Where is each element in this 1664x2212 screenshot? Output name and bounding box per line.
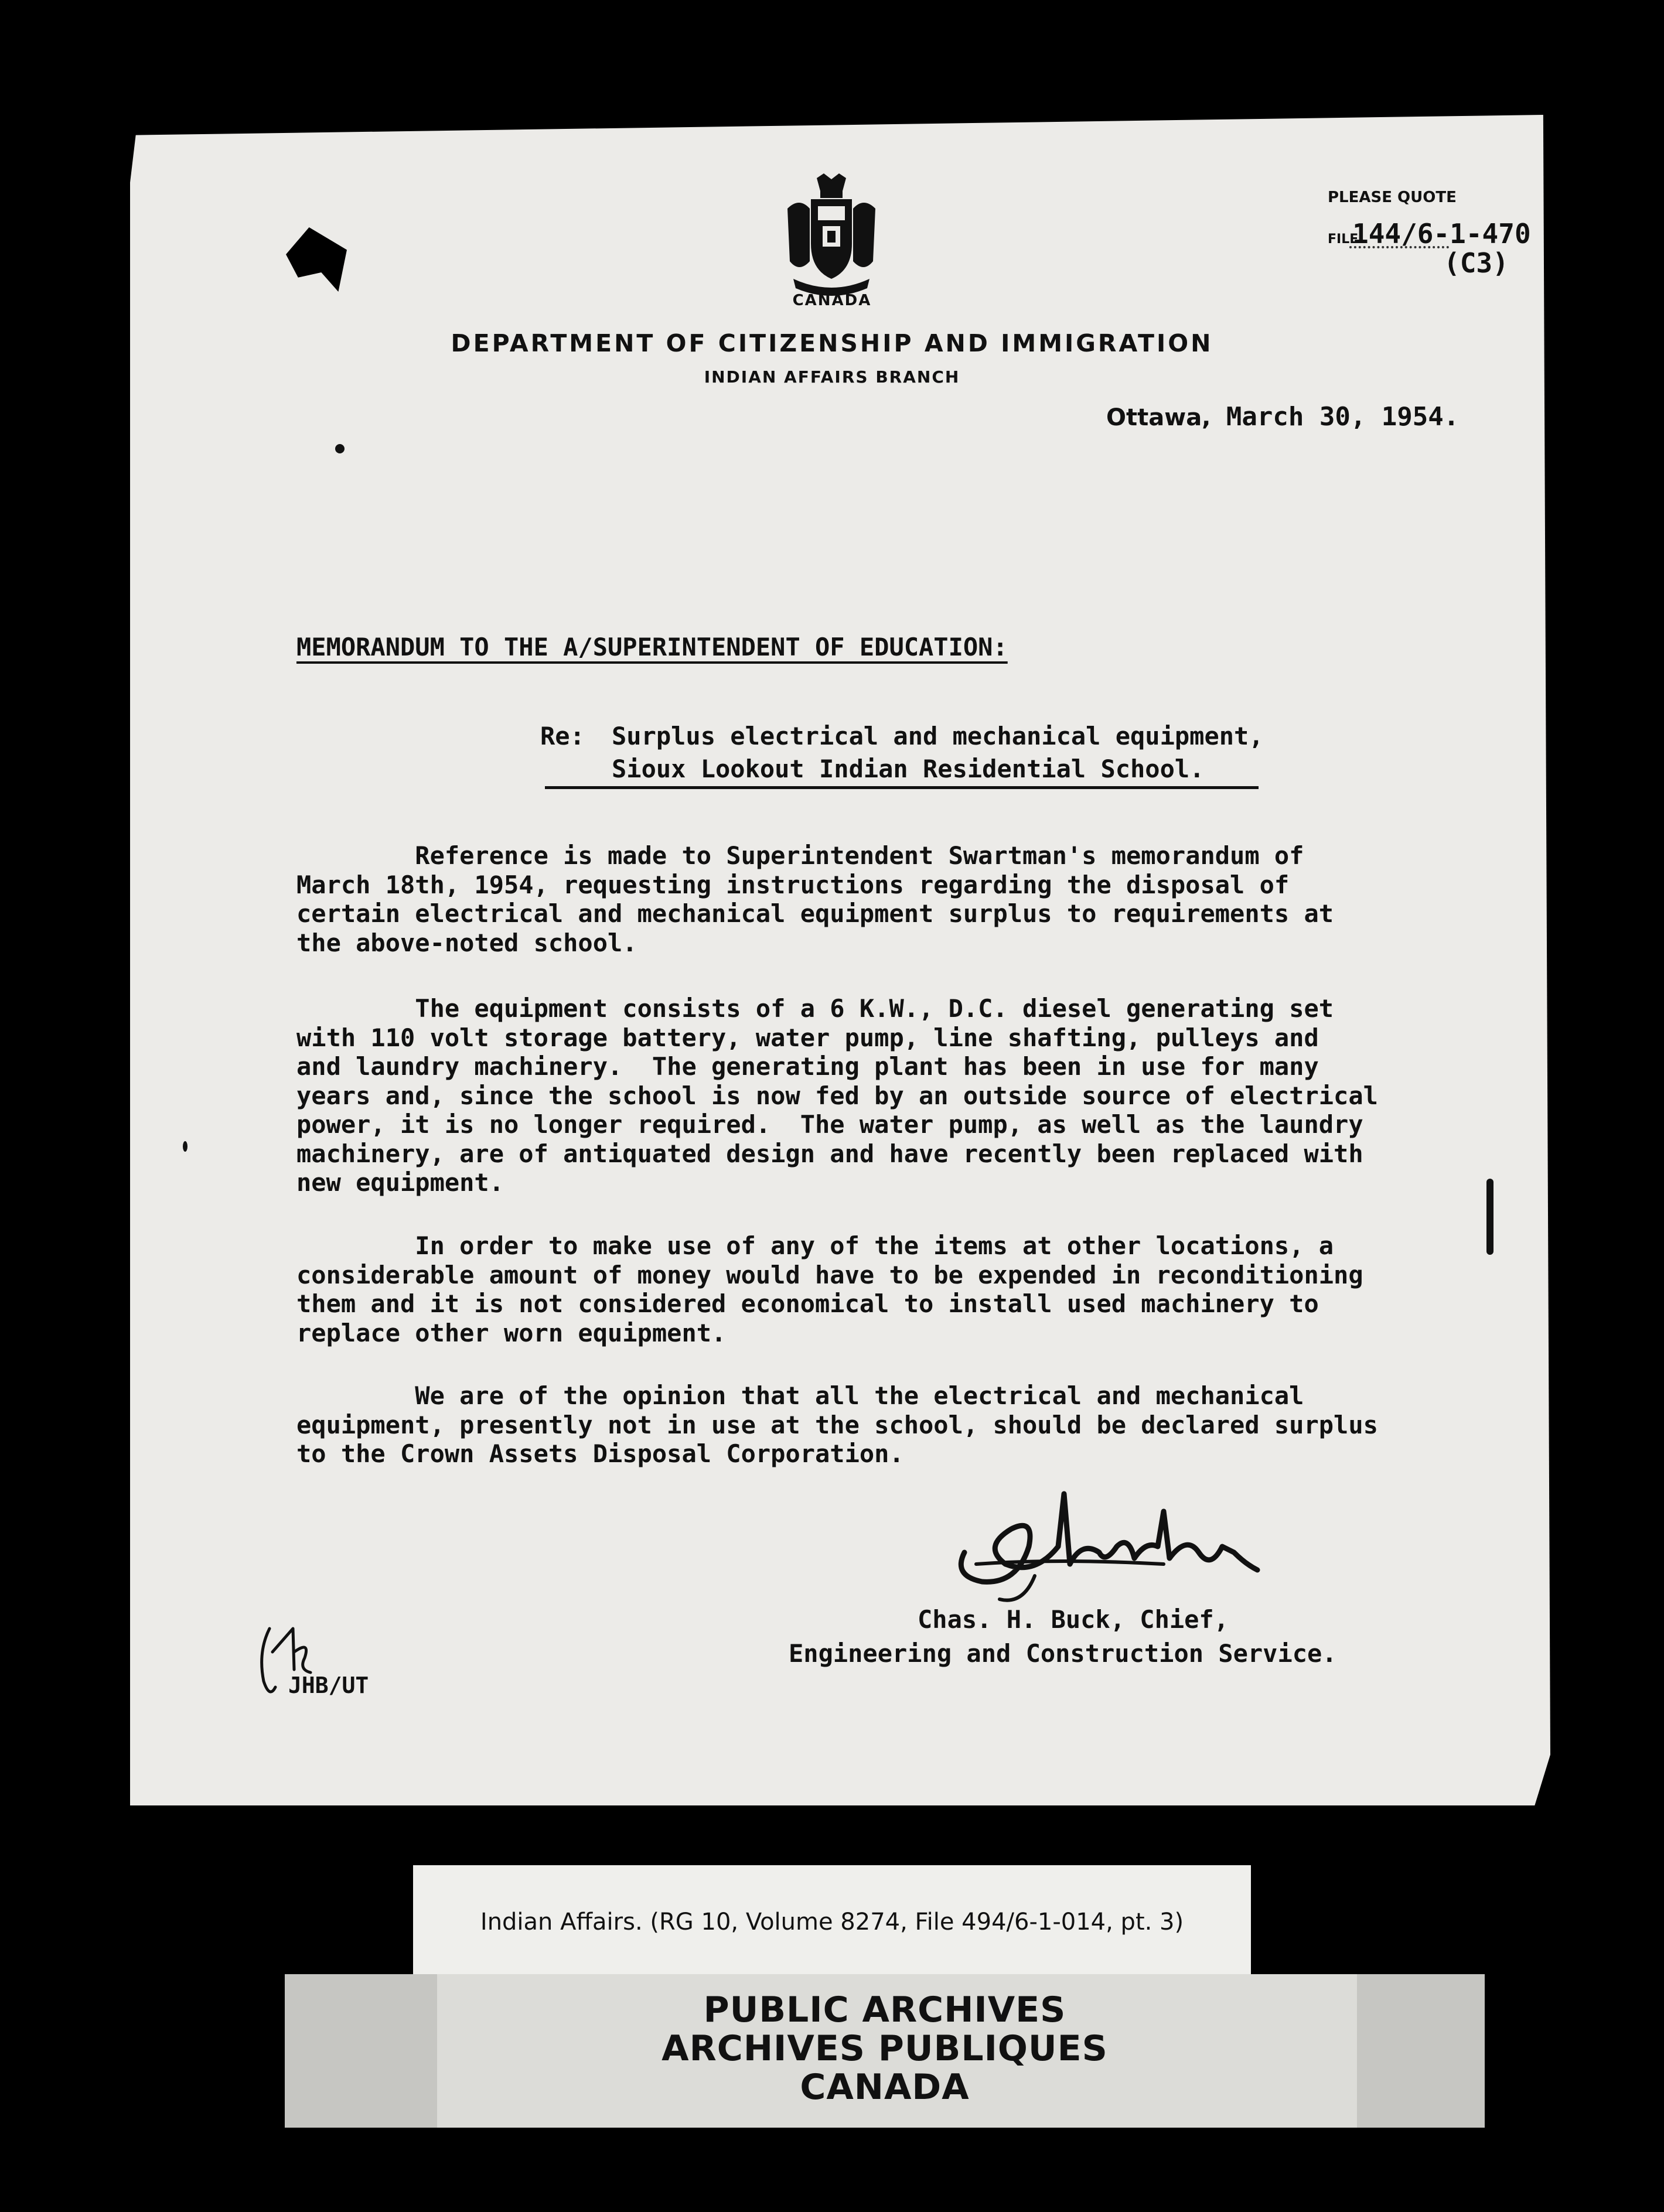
coat-of-arms-icon [782,173,881,312]
body-paragraph-3: In order to make use of any of the items at other locations, a considerable amount of money would have to be expended in reconditioning them and it is not considered economical to install used machinery to replace other worn equipment. [296,1231,1363,1347]
please-quote-label: PLEASE QUOTE [1328,189,1457,206]
body-paragraph-1: Reference is made to Superintendent Swartman's memorandum of March 18th, 1954, requesting instructions regarding the disposal of certain electrical and mechanical equipment surplus to requirements at the above-noted school. [296,841,1334,957]
memo-heading: MEMORANDUM TO THE A/SUPERINTENDENT OF EDUCATION: [296,633,1008,661]
subject-underline [545,786,1259,789]
stamp-line-1: PUBLIC ARCHIVES [703,1989,1066,2030]
handwritten-signature [941,1476,1269,1617]
subject-line-2: Sioux Lookout Indian Residential School. [612,755,1205,783]
stamp-line-2: ARCHIVES PUBLIQUES [661,2028,1108,2069]
subject-line-1: Surplus electrical and mechanical equipment, [612,722,1264,750]
department-name: DEPARTMENT OF CITIZENSHIP AND IMMIGRATION [451,329,1213,357]
margin-mark [1486,1179,1493,1255]
date-value: March 30, 1954. [1211,402,1460,432]
file-label: FILE [1328,232,1359,247]
file-number: 144/6-1-470 [1352,218,1531,250]
file-number-dotted-line [1349,246,1449,248]
date-city: Ottawa, [1106,404,1211,431]
ink-dot [335,444,345,453]
archive-reference: Indian Affairs. (RG 10, Volume 8274, File 494/6-1-014, pt. 3) [480,1909,1184,1936]
signatory-title: Engineering and Construction Service. [789,1639,1337,1668]
memo-date [1106,402,1459,432]
stamp-line-3: CANADA [800,2067,970,2108]
body-paragraph-2: The equipment consists of a 6 K.W., D.C. diesel generating set with 110 volt storage battery, water pump, line shafting, pulleys and and laundry machinery. The generating plant has been in use for many years and, since the school is now fed by an outside source of electrical power, it is no longer required. The water pump, as well as the laundry machinery, are of antiquated design and have recently been replaced with new equipment. [296,994,1378,1197]
archive-stamp [285,1974,1485,2128]
file-suffix: (C3) [1444,247,1509,279]
ink-dot [183,1141,187,1152]
archive-reference-card [413,1865,1251,1977]
branch-name: INDIAN AFFAIRS BRANCH [704,367,960,387]
signatory-name: Chas. H. Buck, Chief, [918,1605,1229,1634]
crest-label: CANADA [792,292,872,309]
typist-initials: JHB/UT [288,1672,369,1698]
body-paragraph-4: We are of the opinion that all the electrical and mechanical equipment, presently not in use at the school, should be declared surplus to the Crown Assets Disposal Corporation. [296,1381,1378,1468]
subject-label: Re: [540,722,585,750]
